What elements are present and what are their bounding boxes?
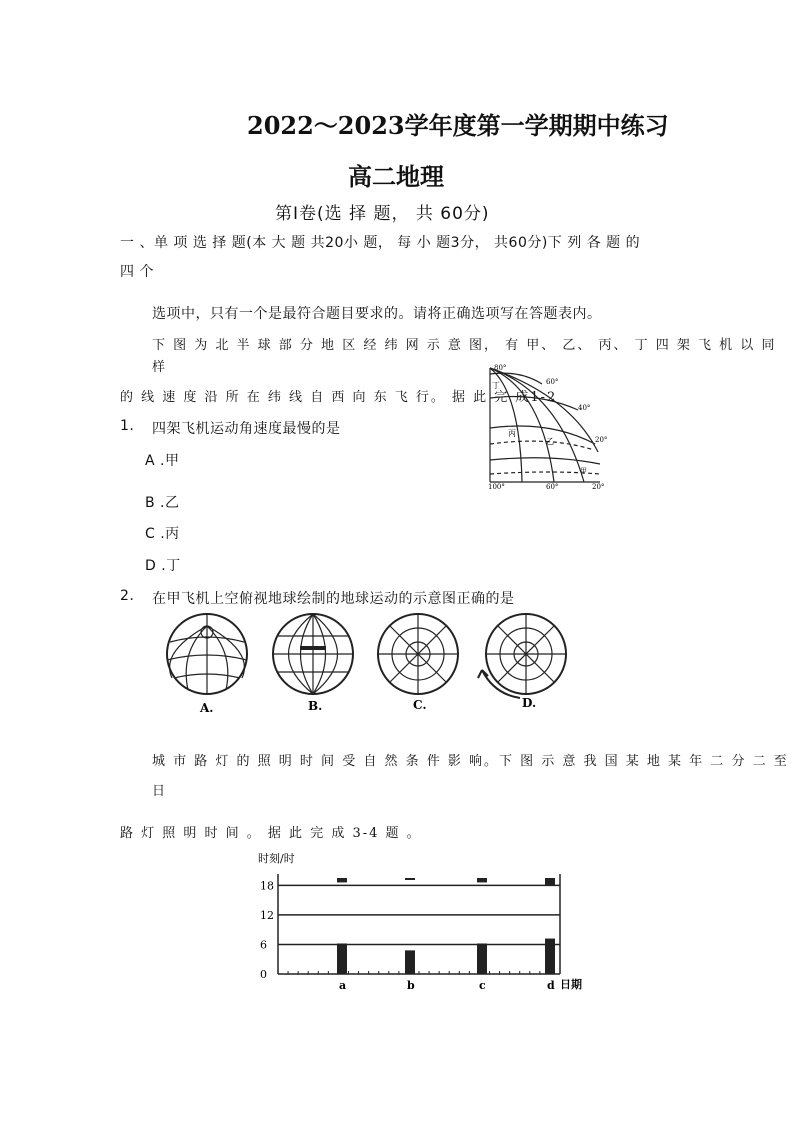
q1-number: 1. (120, 418, 135, 434)
x-axis-label: 日期 (560, 978, 582, 991)
globe-b (273, 614, 353, 694)
bar-evening-b (405, 878, 415, 880)
q1-text: 四架飞机运动角速度最慢的是 (152, 421, 341, 437)
figure-label-b: B. (308, 699, 323, 713)
y-axis-label: 时刻/时 (258, 852, 295, 865)
q1-option-d: D .丁 (145, 558, 181, 574)
globe-c (378, 614, 458, 694)
lat-label-80: 80° (494, 364, 507, 372)
y-tick-label: 0 (260, 968, 267, 981)
intro2-line-3: 路 灯 照 明 时 间 。 据 此 完 成 3-4 题 。 (120, 826, 422, 841)
intro2-line-2: 日 (152, 784, 168, 799)
bar-morning-b (405, 950, 415, 974)
lat-label-20: 20° (595, 436, 608, 444)
bar-evening-c (477, 878, 487, 882)
bar-evening-d (545, 878, 555, 885)
q2-text: 在甲飞机上空俯视地球绘制的地球运动的示意图正确的是 (152, 591, 515, 607)
bar-evening-a (337, 878, 347, 882)
y-tick-label: 18 (260, 879, 274, 893)
globe-a (167, 614, 247, 694)
bar-morning-a (337, 943, 347, 974)
q2-globe-figures (160, 612, 590, 716)
instruction-line-2: 四 个 (120, 264, 154, 280)
q1-option-a: A .甲 (145, 453, 180, 469)
q1-option-b: B .乙 (145, 495, 180, 511)
intro1-line-3: 的 线 速 度 沿 所 在 纬 线 自 西 向 东 飞 行。 据 此 完 成1-2 (120, 390, 558, 405)
q2-number: 2. (120, 588, 135, 604)
plane-label-bing: 丙 (508, 429, 516, 438)
lat-label-40: 40° (578, 404, 591, 412)
y-tick-label: 6 (260, 938, 267, 952)
lon-label-60: 60° (546, 483, 559, 490)
graticule-map-figure (480, 362, 610, 490)
x-tick-label-b: b (407, 979, 415, 992)
plane-label-jia: 甲 (580, 467, 587, 475)
intro1-line-2: 样 (152, 360, 168, 375)
globe-d (478, 614, 566, 698)
intro2-line-1: 城 市 路 灯 的 照 明 时 间 受 自 然 条 件 影 响。下 图 示 意 我 国 某 地 某 年 二 分 二 至 (152, 754, 789, 769)
x-tick-label-c: c (479, 979, 486, 992)
bar-morning-d (545, 939, 555, 974)
figure-label-d: D. (522, 696, 537, 710)
instruction-line-3: 选项中，只有一个是最符合题目要求的。请将正确选项写在答题表内。 (152, 306, 602, 322)
lon-label-100: 100° (488, 483, 505, 490)
intro1-line-1: 下 图 为 北 半 球 部 分 地 区 经 纬 网 示 意 图， 有 甲、 乙、 丙、 丁 四 架 飞 机 以 同 (152, 338, 777, 353)
instruction-line-1: 一 、单 项 选 择 题(本 大 题 共20小 题， 每 小 题3分， 共60分)下 列 各 题 的 (120, 235, 641, 251)
q1-option-c: C .丙 (145, 526, 180, 542)
street-light-chart (250, 848, 600, 996)
x-tick-label-a: a (339, 979, 347, 992)
lat-label-60: 60° (546, 378, 559, 386)
plane-label-ding: 丁 (492, 381, 500, 390)
y-tick-label: 12 (260, 908, 274, 922)
subject-title: 高二地理 (348, 162, 444, 191)
lon-label-20: 20° (592, 483, 605, 490)
exam-title: 2022～2023学年度第一学期期中练习 (247, 111, 669, 140)
x-tick-label-d: d (547, 979, 555, 992)
section-title: 第Ⅰ卷(选 择 题， 共 60分) (275, 204, 490, 224)
figure-label-c: C. (413, 698, 427, 712)
figure-label-a: A. (200, 701, 214, 715)
bar-morning-c (477, 943, 487, 974)
plane-label-yi: 乙 (546, 437, 554, 446)
